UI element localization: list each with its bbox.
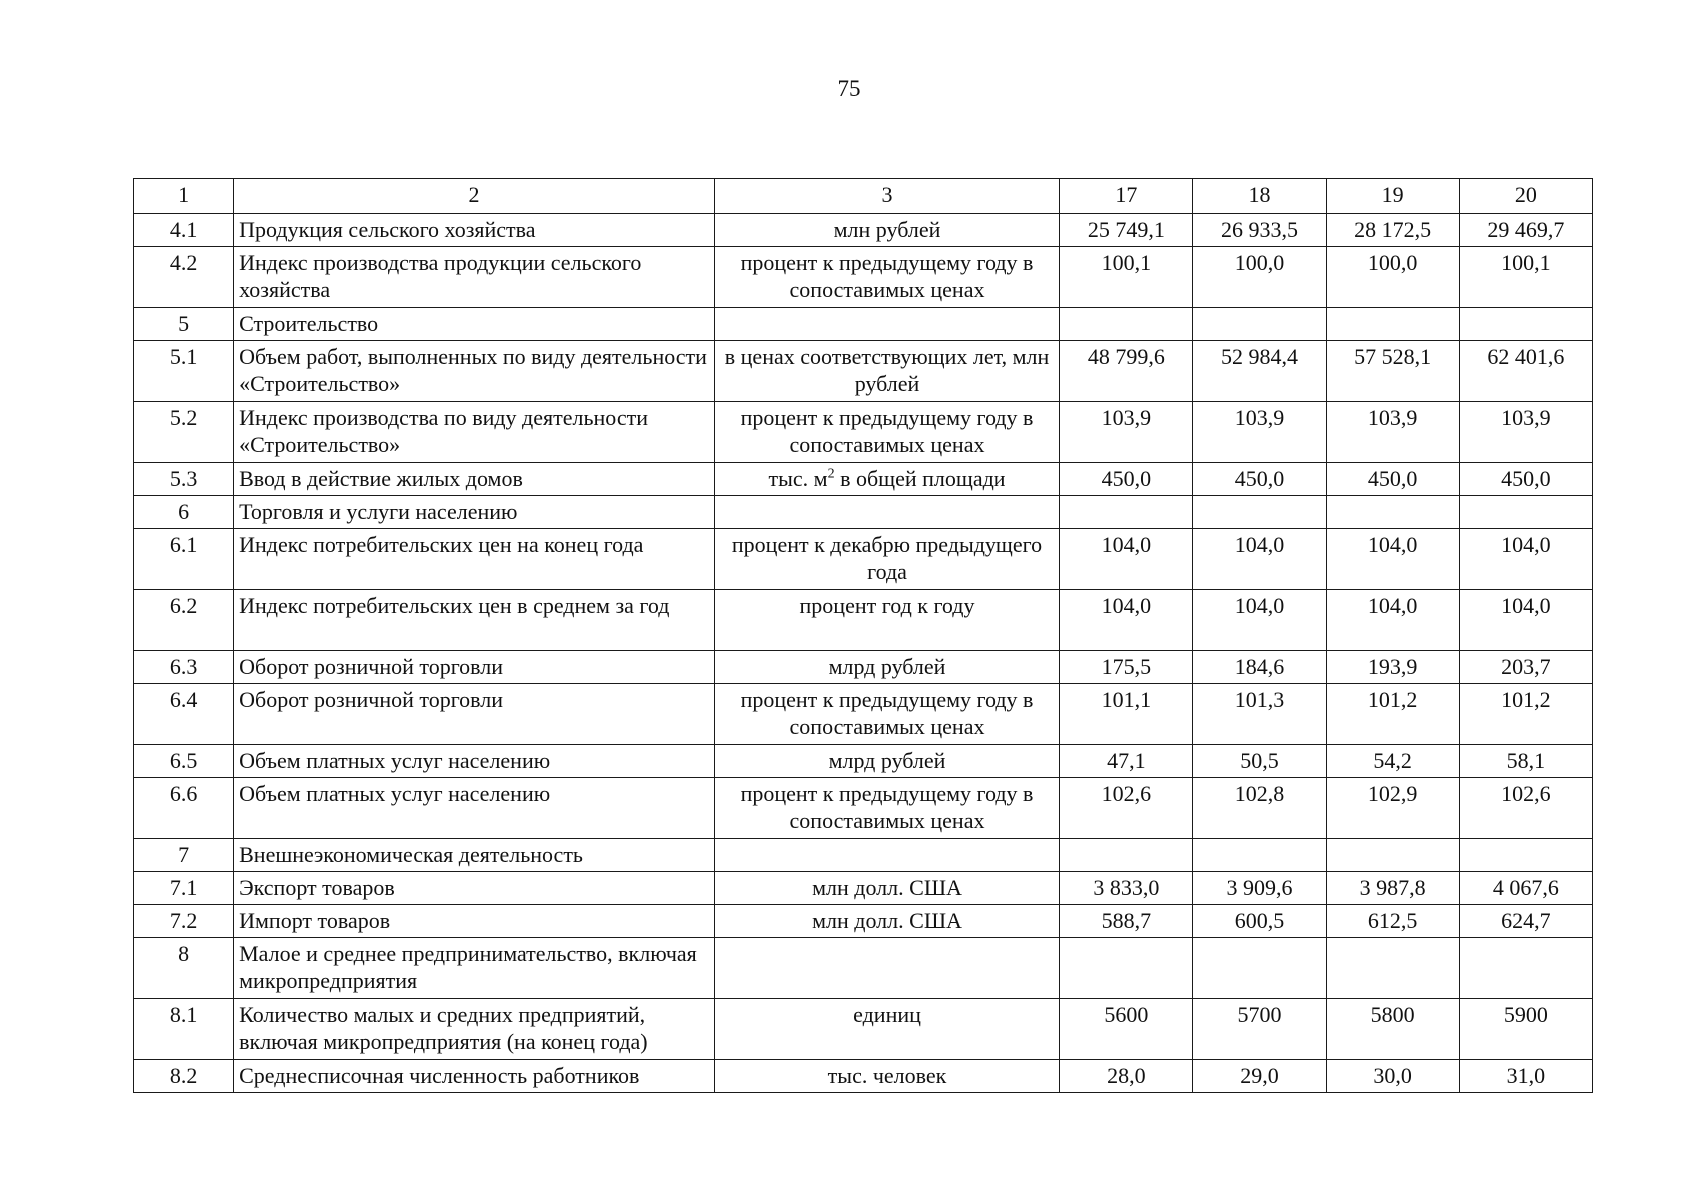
value-cell: 612,5 (1326, 905, 1459, 938)
indicator-name: Индекс потребительских цен на конец года (234, 529, 715, 590)
value-cell: 100,0 (1193, 247, 1326, 308)
unit-text: в общей площади (834, 466, 1006, 491)
value-cell (1459, 496, 1592, 529)
table-row (134, 496, 1593, 529)
table-row (134, 999, 1593, 1060)
value-cell: 100,1 (1060, 247, 1193, 308)
value-cell: 450,0 (1060, 463, 1193, 496)
column-header: 20 (1459, 179, 1592, 214)
value-cell: 104,0 (1326, 590, 1459, 651)
value-cell: 193,9 (1326, 651, 1459, 684)
unit-of-measure: процент к предыдущему году в сопоставимых ценах (714, 247, 1059, 308)
value-cell: 600,5 (1193, 905, 1326, 938)
page-number: 75 (837, 76, 861, 101)
section-title: Строительство (234, 308, 715, 341)
row-number: 6.5 (134, 745, 234, 778)
value-cell: 52 984,4 (1193, 341, 1326, 402)
value-cell: 624,7 (1459, 905, 1592, 938)
unit-of-measure: млрд рублей (714, 651, 1059, 684)
unit-of-measure: процент к предыдущему году в сопоставимых ценах (714, 684, 1059, 745)
value-cell: 101,1 (1060, 684, 1193, 745)
unit-of-measure: процент к предыдущему году в сопоставимых ценах (714, 778, 1059, 839)
value-cell: 104,0 (1193, 590, 1326, 651)
indicator-name: Объем платных услуг населению (234, 745, 715, 778)
value-cell (1193, 839, 1326, 872)
value-cell: 28,0 (1060, 1060, 1193, 1093)
indicator-name: Индекс производства продукции сельского хозяйства (234, 247, 715, 308)
table-row (134, 684, 1593, 745)
value-cell (1060, 839, 1193, 872)
table-row (134, 1060, 1593, 1093)
value-cell: 103,9 (1326, 402, 1459, 463)
value-cell (1060, 496, 1193, 529)
table-header-row (134, 179, 1593, 214)
table-row (134, 778, 1593, 839)
value-cell (1193, 496, 1326, 529)
value-cell: 175,5 (1060, 651, 1193, 684)
indicator-name: Продукция сельского хозяйства (234, 214, 715, 247)
table-row (134, 905, 1593, 938)
row-number: 5.2 (134, 402, 234, 463)
row-number: 8.2 (134, 1060, 234, 1093)
value-cell: 3 987,8 (1326, 872, 1459, 905)
column-header: 19 (1326, 179, 1459, 214)
unit-of-measure: в ценах соответствующих лет, млн рублей (714, 341, 1059, 402)
row-number: 4.2 (134, 247, 234, 308)
table-row (134, 402, 1593, 463)
unit-of-measure (714, 308, 1059, 341)
value-cell: 58,1 (1459, 745, 1592, 778)
value-cell: 28 172,5 (1326, 214, 1459, 247)
table-row (134, 463, 1593, 496)
value-cell: 25 749,1 (1060, 214, 1193, 247)
indicator-name: Объем платных услуг населению (234, 778, 715, 839)
value-cell: 50,5 (1193, 745, 1326, 778)
indicator-name: Среднесписочная численность работников (234, 1060, 715, 1093)
unit-of-measure: млн долл. США (714, 905, 1059, 938)
indicator-name: Объем работ, выполненных по виду деятельности «Строительство» (234, 341, 715, 402)
unit-of-measure: млн долл. США (714, 872, 1059, 905)
value-cell: 103,9 (1193, 402, 1326, 463)
section-title: Внешнеэкономическая деятельность (234, 839, 715, 872)
unit-of-measure (714, 938, 1059, 999)
value-cell: 5800 (1326, 999, 1459, 1060)
value-cell (1459, 308, 1592, 341)
value-cell: 104,0 (1459, 590, 1592, 651)
row-number: 6 (134, 496, 234, 529)
unit-of-measure: единиц (714, 999, 1059, 1060)
value-cell: 102,8 (1193, 778, 1326, 839)
row-number: 6.3 (134, 651, 234, 684)
value-cell: 5700 (1193, 999, 1326, 1060)
table-row (134, 839, 1593, 872)
value-cell: 26 933,5 (1193, 214, 1326, 247)
value-cell (1326, 938, 1459, 999)
value-cell: 203,7 (1459, 651, 1592, 684)
indicator-name: Ввод в действие жилых домов (234, 463, 715, 496)
table-row (134, 590, 1593, 651)
row-number: 5 (134, 308, 234, 341)
value-cell: 184,6 (1193, 651, 1326, 684)
unit-of-measure: процент к декабрю предыдущего года (714, 529, 1059, 590)
value-cell (1326, 308, 1459, 341)
value-cell: 103,9 (1060, 402, 1193, 463)
value-cell: 102,9 (1326, 778, 1459, 839)
value-cell: 31,0 (1459, 1060, 1592, 1093)
value-cell: 29 469,7 (1459, 214, 1592, 247)
section-title: Малое и среднее предпринимательство, включая микропредприятия (234, 938, 715, 999)
value-cell: 47,1 (1060, 745, 1193, 778)
value-cell: 104,0 (1459, 529, 1592, 590)
value-cell: 101,2 (1459, 684, 1592, 745)
unit-superscript: 2 (827, 466, 835, 482)
table-row (134, 872, 1593, 905)
indicator-name: Количество малых и средних предприятий, включая микропредприятия (на конец года) (234, 999, 715, 1060)
column-header: 1 (134, 179, 234, 214)
indicator-name: Импорт товаров (234, 905, 715, 938)
value-cell: 100,0 (1326, 247, 1459, 308)
value-cell: 588,7 (1060, 905, 1193, 938)
value-cell: 450,0 (1193, 463, 1326, 496)
value-cell: 4 067,6 (1459, 872, 1592, 905)
table-row (134, 214, 1593, 247)
indicator-name: Индекс производства по виду деятельности «Строительство» (234, 402, 715, 463)
value-cell (1326, 496, 1459, 529)
unit-text: тыс. м (768, 466, 828, 491)
row-number: 7.1 (134, 872, 234, 905)
row-number: 5.1 (134, 341, 234, 402)
unit-of-measure (714, 496, 1059, 529)
indicator-name: Оборот розничной торговли (234, 684, 715, 745)
value-cell: 450,0 (1326, 463, 1459, 496)
value-cell: 101,3 (1193, 684, 1326, 745)
row-number: 6.6 (134, 778, 234, 839)
value-cell: 48 799,6 (1060, 341, 1193, 402)
unit-of-measure: млн рублей (714, 214, 1059, 247)
row-number: 6.2 (134, 590, 234, 651)
value-cell: 104,0 (1060, 590, 1193, 651)
value-cell: 30,0 (1326, 1060, 1459, 1093)
value-cell: 104,0 (1060, 529, 1193, 590)
table-row (134, 308, 1593, 341)
row-number: 6.4 (134, 684, 234, 745)
unit-of-measure: процент к предыдущему году в сопоставимых ценах (714, 402, 1059, 463)
value-cell: 102,6 (1459, 778, 1592, 839)
row-number: 7.2 (134, 905, 234, 938)
indicator-name: Индекс потребительских цен в среднем за год (234, 590, 715, 651)
column-header: 18 (1193, 179, 1326, 214)
value-cell: 62 401,6 (1459, 341, 1592, 402)
unit-of-measure: процент год к году (714, 590, 1059, 651)
table-row (134, 341, 1593, 402)
section-title: Торговля и услуги населению (234, 496, 715, 529)
row-number: 8 (134, 938, 234, 999)
value-cell: 5900 (1459, 999, 1592, 1060)
value-cell: 54,2 (1326, 745, 1459, 778)
table-row (134, 745, 1593, 778)
value-cell: 104,0 (1193, 529, 1326, 590)
value-cell (1459, 938, 1592, 999)
value-cell: 102,6 (1060, 778, 1193, 839)
indicators-table (133, 178, 1593, 1093)
table-row (134, 529, 1593, 590)
unit-of-measure (714, 839, 1059, 872)
table-row (134, 651, 1593, 684)
value-cell: 57 528,1 (1326, 341, 1459, 402)
unit-of-measure (714, 463, 1059, 496)
value-cell: 3 909,6 (1193, 872, 1326, 905)
value-cell: 103,9 (1459, 402, 1592, 463)
value-cell: 3 833,0 (1060, 872, 1193, 905)
value-cell: 29,0 (1193, 1060, 1326, 1093)
value-cell: 100,1 (1459, 247, 1592, 308)
unit-of-measure: млрд рублей (714, 745, 1059, 778)
value-cell: 450,0 (1459, 463, 1592, 496)
value-cell: 5600 (1060, 999, 1193, 1060)
value-cell (1060, 308, 1193, 341)
indicator-name: Оборот розничной торговли (234, 651, 715, 684)
table-row (134, 938, 1593, 999)
value-cell (1193, 938, 1326, 999)
row-number: 8.1 (134, 999, 234, 1060)
column-header: 17 (1060, 179, 1193, 214)
value-cell (1326, 839, 1459, 872)
value-cell (1193, 308, 1326, 341)
column-header: 3 (714, 179, 1059, 214)
indicator-name: Экспорт товаров (234, 872, 715, 905)
row-number: 6.1 (134, 529, 234, 590)
row-number: 5.3 (134, 463, 234, 496)
table-row (134, 247, 1593, 308)
row-number: 4.1 (134, 214, 234, 247)
value-cell (1060, 938, 1193, 999)
value-cell: 101,2 (1326, 684, 1459, 745)
value-cell (1459, 839, 1592, 872)
unit-of-measure: тыс. человек (714, 1060, 1059, 1093)
value-cell: 104,0 (1326, 529, 1459, 590)
row-number: 7 (134, 839, 234, 872)
column-header: 2 (234, 179, 715, 214)
